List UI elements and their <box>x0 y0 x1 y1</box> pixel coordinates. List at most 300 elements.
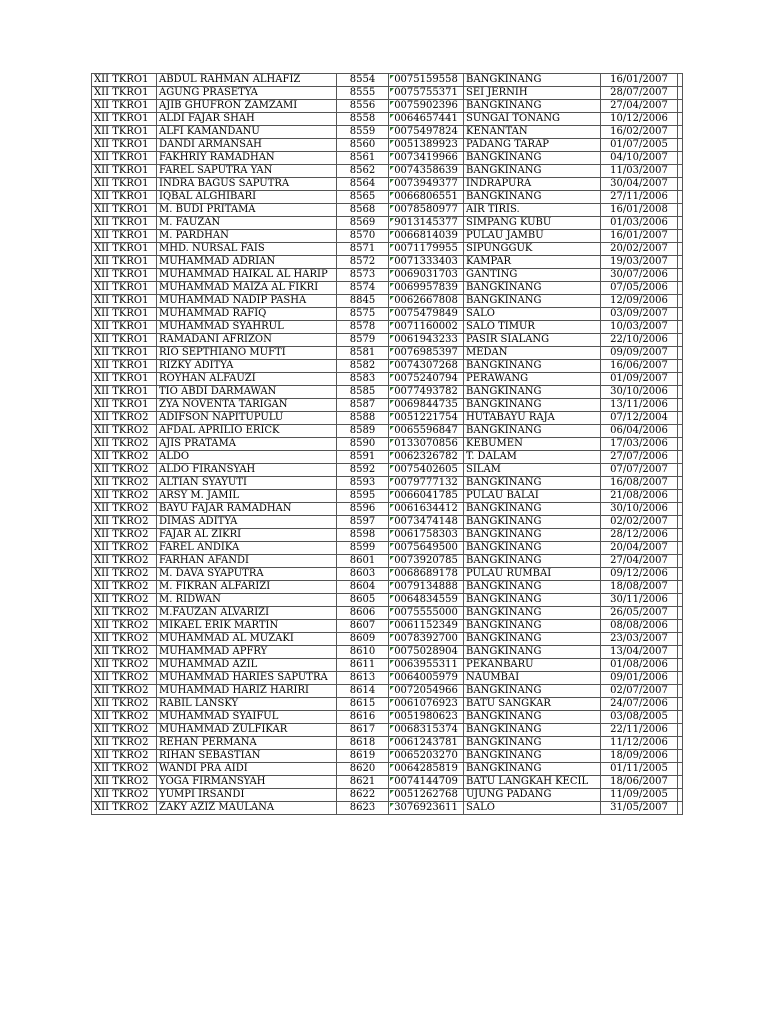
birthdate-cell: 13/04/2007 <box>601 646 678 659</box>
class-cell: XII TKRO1 <box>92 386 157 399</box>
student-number-cell: 8555 <box>337 87 389 100</box>
nisn-cell: 0068689178 <box>389 568 464 581</box>
table-row <box>92 321 683 334</box>
class-cell: XII TKRO2 <box>92 542 157 555</box>
nisn-cell: 0074307268 <box>389 360 464 373</box>
class-cell: XII TKRO1 <box>92 347 157 360</box>
birthdate-cell: 03/09/2007 <box>601 308 678 321</box>
nisn-cell: 0051980623 <box>389 711 464 724</box>
table-row <box>92 204 683 217</box>
student-name-cell: ALDO <box>157 451 337 464</box>
birthplace-cell: BANGKINANG <box>464 529 601 542</box>
class-cell: XII TKRO1 <box>92 74 157 87</box>
class-cell: XII TKRO1 <box>92 321 157 334</box>
nisn-cell: 0075902396 <box>389 100 464 113</box>
student-name-cell: MUHAMMAD NADIP PASHA <box>157 295 337 308</box>
student-name-cell: ARSY M. JAMIL <box>157 490 337 503</box>
class-cell: XII TKRO1 <box>92 230 157 243</box>
student-number-cell: 8595 <box>337 490 389 503</box>
table-row <box>92 269 683 282</box>
table-row <box>92 282 683 295</box>
class-cell: XII TKRO2 <box>92 464 157 477</box>
class-cell: XII TKRO2 <box>92 412 157 425</box>
birthdate-cell: 28/07/2007 <box>601 87 678 100</box>
birthdate-cell: 27/04/2007 <box>601 100 678 113</box>
birthplace-cell: BANGKINANG <box>464 646 601 659</box>
student-name-cell: MUHAMMAD SYAIFUL <box>157 711 337 724</box>
table-row <box>92 594 683 607</box>
empty-cell <box>678 503 683 516</box>
class-cell: XII TKRO1 <box>92 295 157 308</box>
birthplace-cell: SEI JERNIH <box>464 87 601 100</box>
student-number-cell: 8609 <box>337 633 389 646</box>
nisn-cell: 0061152349 <box>389 620 464 633</box>
student-number-cell: 8578 <box>337 321 389 334</box>
student-number-cell: 8845 <box>337 295 389 308</box>
birthplace-cell: BATU SANGKAR <box>464 698 601 711</box>
student-number-cell: 8604 <box>337 581 389 594</box>
class-cell: XII TKRO1 <box>92 126 157 139</box>
nisn-cell: 0073474148 <box>389 516 464 529</box>
birthdate-cell: 17/03/2006 <box>601 438 678 451</box>
student-number-cell: 8615 <box>337 698 389 711</box>
class-cell: XII TKRO2 <box>92 711 157 724</box>
birthdate-cell: 16/08/2007 <box>601 477 678 490</box>
birthdate-cell: 28/12/2006 <box>601 529 678 542</box>
student-number-cell: 8562 <box>337 165 389 178</box>
student-name-cell: ALDO FIRANSYAH <box>157 464 337 477</box>
student-name-cell: FAREL SAPUTRA YAN <box>157 165 337 178</box>
student-number-cell: 8622 <box>337 789 389 802</box>
student-name-cell: MUHAMMAD HAIKAL AL HARIP <box>157 269 337 282</box>
class-cell: XII TKRO1 <box>92 269 157 282</box>
birthplace-cell: KAMPAR <box>464 256 601 269</box>
class-cell: XII TKRO2 <box>92 555 157 568</box>
nisn-cell: 0074144709 <box>389 776 464 789</box>
class-cell: XII TKRO1 <box>92 165 157 178</box>
student-name-cell: MHD. NURSAL FAIS <box>157 243 337 256</box>
table-row <box>92 399 683 412</box>
empty-cell <box>678 737 683 750</box>
empty-cell <box>678 672 683 685</box>
nisn-cell: 0071160002 <box>389 321 464 334</box>
nisn-cell: 0069957839 <box>389 282 464 295</box>
class-cell: XII TKRO2 <box>92 490 157 503</box>
empty-cell <box>678 802 683 815</box>
student-number-cell: 8598 <box>337 529 389 542</box>
table-row <box>92 581 683 594</box>
nisn-cell: 0065596847 <box>389 425 464 438</box>
empty-cell <box>678 321 683 334</box>
nisn-cell: 0064005979 <box>389 672 464 685</box>
birthdate-cell: 16/01/2007 <box>601 230 678 243</box>
birthdate-cell: 07/12/2004 <box>601 412 678 425</box>
student-number-cell: 8591 <box>337 451 389 464</box>
birthdate-cell: 30/11/2006 <box>601 594 678 607</box>
birthplace-cell: KENANTAN <box>464 126 601 139</box>
student-name-cell: YUMPI IRSANDI <box>157 789 337 802</box>
class-cell: XII TKRO1 <box>92 256 157 269</box>
table-row <box>92 646 683 659</box>
birthplace-cell: BANGKINANG <box>464 724 601 737</box>
class-cell: XII TKRO2 <box>92 802 157 815</box>
empty-cell <box>678 347 683 360</box>
birthdate-cell: 09/12/2006 <box>601 568 678 581</box>
student-number-cell: 8610 <box>337 646 389 659</box>
empty-cell <box>678 113 683 126</box>
empty-cell <box>678 178 683 191</box>
student-number-cell: 8575 <box>337 308 389 321</box>
birthplace-cell: BANGKINANG <box>464 152 601 165</box>
birthplace-cell: T. DALAM <box>464 451 601 464</box>
empty-cell <box>678 399 683 412</box>
class-cell: XII TKRO2 <box>92 620 157 633</box>
empty-cell <box>678 750 683 763</box>
nisn-cell: 9013145377 <box>389 217 464 230</box>
student-number-cell: 8596 <box>337 503 389 516</box>
student-number-cell: 8603 <box>337 568 389 581</box>
class-cell: XII TKRO1 <box>92 243 157 256</box>
empty-cell <box>678 594 683 607</box>
birthdate-cell: 07/05/2006 <box>601 282 678 295</box>
class-cell: XII TKRO1 <box>92 100 157 113</box>
empty-cell <box>678 425 683 438</box>
birthplace-cell: INDRAPURA <box>464 178 601 191</box>
birthplace-cell: BANGKINANG <box>464 399 601 412</box>
student-number-cell: 8593 <box>337 477 389 490</box>
student-name-cell: M. BUDI PRITAMA <box>157 204 337 217</box>
class-cell: XII TKRO2 <box>92 594 157 607</box>
nisn-cell: 0068315374 <box>389 724 464 737</box>
student-number-cell: 8585 <box>337 386 389 399</box>
birthplace-cell: BANGKINANG <box>464 594 601 607</box>
birthplace-cell: BANGKINANG <box>464 191 601 204</box>
student-name-cell: M. FIKRAN ALFARIZI <box>157 581 337 594</box>
table-row <box>92 503 683 516</box>
nisn-cell: 0066041785 <box>389 490 464 503</box>
birthdate-cell: 18/06/2007 <box>601 776 678 789</box>
student-number-cell: 8565 <box>337 191 389 204</box>
birthdate-cell: 07/07/2007 <box>601 464 678 477</box>
table-row <box>92 464 683 477</box>
birthplace-cell: BANGKINANG <box>464 581 601 594</box>
birthplace-cell: BANGKINANG <box>464 607 601 620</box>
student-number-cell: 8618 <box>337 737 389 750</box>
student-name-cell: DIMAS ADITYA <box>157 516 337 529</box>
birthplace-cell: BANGKINANG <box>464 477 601 490</box>
class-cell: XII TKRO2 <box>92 763 157 776</box>
birthdate-cell: 10/12/2006 <box>601 113 678 126</box>
class-cell: XII TKRO2 <box>92 724 157 737</box>
birthdate-cell: 04/10/2007 <box>601 152 678 165</box>
nisn-cell: 0061634412 <box>389 503 464 516</box>
birthplace-cell: PADANG TARAP <box>464 139 601 152</box>
nisn-cell: 0078580977 <box>389 204 464 217</box>
birthplace-cell: SILAM <box>464 464 601 477</box>
nisn-cell: 0065203270 <box>389 750 464 763</box>
birthdate-cell: 30/10/2006 <box>601 386 678 399</box>
birthplace-cell: KEBUMEN <box>464 438 601 451</box>
empty-cell <box>678 269 683 282</box>
student-number-cell: 8601 <box>337 555 389 568</box>
student-name-cell: M.FAUZAN ALVARIZI <box>157 607 337 620</box>
class-cell: XII TKRO1 <box>92 282 157 295</box>
class-cell: XII TKRO2 <box>92 477 157 490</box>
empty-cell <box>678 464 683 477</box>
student-number-cell: 8616 <box>337 711 389 724</box>
student-table <box>91 73 683 815</box>
table-row <box>92 139 683 152</box>
nisn-cell: 0061243781 <box>389 737 464 750</box>
table-row <box>92 295 683 308</box>
table-row <box>92 763 683 776</box>
empty-cell <box>678 256 683 269</box>
student-table-body <box>92 74 683 815</box>
class-cell: XII TKRO2 <box>92 672 157 685</box>
empty-cell <box>678 646 683 659</box>
nisn-cell: 0075497824 <box>389 126 464 139</box>
student-name-cell: MUHAMMAD ADRIAN <box>157 256 337 269</box>
birthdate-cell: 01/03/2006 <box>601 217 678 230</box>
birthdate-cell: 23/03/2007 <box>601 633 678 646</box>
birthdate-cell: 16/06/2007 <box>601 360 678 373</box>
table-row <box>92 529 683 542</box>
table-row <box>92 152 683 165</box>
birthdate-cell: 11/12/2006 <box>601 737 678 750</box>
empty-cell <box>678 620 683 633</box>
student-name-cell: M. RIDWAN <box>157 594 337 607</box>
birthplace-cell: BANGKINANG <box>464 555 601 568</box>
table-row <box>92 74 683 87</box>
birthplace-cell: BATU LANGKAH KECIL <box>464 776 601 789</box>
birthplace-cell: BANGKINANG <box>464 542 601 555</box>
table-row <box>92 802 683 815</box>
birthplace-cell: UJUNG PADANG <box>464 789 601 802</box>
nisn-cell: 0071333403 <box>389 256 464 269</box>
student-number-cell: 8556 <box>337 100 389 113</box>
student-number-cell: 8569 <box>337 217 389 230</box>
birthdate-cell: 01/08/2006 <box>601 659 678 672</box>
student-number-cell: 8613 <box>337 672 389 685</box>
class-cell: XII TKRO1 <box>92 217 157 230</box>
student-number-cell: 8620 <box>337 763 389 776</box>
birthdate-cell: 09/01/2006 <box>601 672 678 685</box>
student-number-cell: 8559 <box>337 126 389 139</box>
nisn-cell: 0061758303 <box>389 529 464 542</box>
student-number-cell: 8592 <box>337 464 389 477</box>
class-cell: XII TKRO2 <box>92 425 157 438</box>
table-row <box>92 750 683 763</box>
empty-cell <box>678 230 683 243</box>
birthdate-cell: 12/09/2006 <box>601 295 678 308</box>
table-row <box>92 672 683 685</box>
empty-cell <box>678 126 683 139</box>
class-cell: XII TKRO2 <box>92 789 157 802</box>
table-row <box>92 477 683 490</box>
birthplace-cell: BANGKINANG <box>464 100 601 113</box>
student-name-cell: RIO SEPTHIANO MUFTI <box>157 347 337 360</box>
empty-cell <box>678 360 683 373</box>
nisn-cell: 0069844735 <box>389 399 464 412</box>
birthplace-cell: SIPUNGGUK <box>464 243 601 256</box>
class-cell: XII TKRO2 <box>92 581 157 594</box>
birthdate-cell: 30/07/2006 <box>601 269 678 282</box>
table-row <box>92 659 683 672</box>
birthdate-cell: 22/10/2006 <box>601 334 678 347</box>
nisn-cell: 0075755371 <box>389 87 464 100</box>
empty-cell <box>678 139 683 152</box>
student-name-cell: RAMADANI AFRIZON <box>157 334 337 347</box>
student-number-cell: 8621 <box>337 776 389 789</box>
student-number-cell: 8554 <box>337 74 389 87</box>
class-cell: XII TKRO1 <box>92 373 157 386</box>
empty-cell <box>678 555 683 568</box>
birthplace-cell: BANGKINANG <box>464 425 601 438</box>
birthplace-cell: SUNGAI TONANG <box>464 113 601 126</box>
student-name-cell: WANDI PRA AIDI <box>157 763 337 776</box>
table-row <box>92 776 683 789</box>
empty-cell <box>678 607 683 620</box>
birthdate-cell: 16/02/2007 <box>601 126 678 139</box>
empty-cell <box>678 191 683 204</box>
student-name-cell: ROYHAN ALFAUZI <box>157 373 337 386</box>
birthdate-cell: 16/01/2008 <box>601 204 678 217</box>
nisn-cell: 0074358639 <box>389 165 464 178</box>
birthdate-cell: 30/04/2007 <box>601 178 678 191</box>
empty-cell <box>678 568 683 581</box>
nisn-cell: 0073949377 <box>389 178 464 191</box>
student-name-cell: MUHAMMAD SYAHRUL <box>157 321 337 334</box>
birthplace-cell: BANGKINANG <box>464 620 601 633</box>
empty-cell <box>678 373 683 386</box>
empty-cell <box>678 204 683 217</box>
student-name-cell: MIKAEL ERIK MARTIN <box>157 620 337 633</box>
student-name-cell: DANDI ARMANSAH <box>157 139 337 152</box>
student-number-cell: 8571 <box>337 243 389 256</box>
class-cell: XII TKRO1 <box>92 139 157 152</box>
empty-cell <box>678 763 683 776</box>
empty-cell <box>678 438 683 451</box>
student-number-cell: 8568 <box>337 204 389 217</box>
student-name-cell: INDRA BAGUS SAPUTRA <box>157 178 337 191</box>
table-row <box>92 516 683 529</box>
class-cell: XII TKRO2 <box>92 659 157 672</box>
nisn-cell: 0075479849 <box>389 308 464 321</box>
table-row <box>92 347 683 360</box>
table-row <box>92 373 683 386</box>
nisn-cell: 0073920785 <box>389 555 464 568</box>
empty-cell <box>678 334 683 347</box>
student-number-cell: 8570 <box>337 230 389 243</box>
nisn-cell: 0073419966 <box>389 152 464 165</box>
student-name-cell: ADIFSON NAPITUPULU <box>157 412 337 425</box>
birthplace-cell: PASIR SIALANG <box>464 334 601 347</box>
student-number-cell: 8558 <box>337 113 389 126</box>
empty-cell <box>678 490 683 503</box>
table-row <box>92 490 683 503</box>
table-row <box>92 568 683 581</box>
nisn-cell: 0079134888 <box>389 581 464 594</box>
birthdate-cell: 30/10/2006 <box>601 503 678 516</box>
student-name-cell: ALTIAN SYAYUTI <box>157 477 337 490</box>
student-number-cell: 8587 <box>337 399 389 412</box>
birthdate-cell: 20/04/2007 <box>601 542 678 555</box>
student-name-cell: ZAKY AZIZ MAULANA <box>157 802 337 815</box>
table-row <box>92 386 683 399</box>
nisn-cell: 3076923611 <box>389 802 464 815</box>
birthplace-cell: PULAU JAMBU <box>464 230 601 243</box>
student-number-cell: 8617 <box>337 724 389 737</box>
table-row <box>92 100 683 113</box>
empty-cell <box>678 295 683 308</box>
nisn-cell: 0051221754 <box>389 412 464 425</box>
class-cell: XII TKRO2 <box>92 568 157 581</box>
table-row <box>92 360 683 373</box>
student-name-cell: MUHAMMAD HARIES SAPUTRA <box>157 672 337 685</box>
nisn-cell: 0071179955 <box>389 243 464 256</box>
table-row <box>92 620 683 633</box>
empty-cell <box>678 74 683 87</box>
birthdate-cell: 27/04/2007 <box>601 555 678 568</box>
student-name-cell: MUHAMMAD ZULFIKAR <box>157 724 337 737</box>
class-cell: XII TKRO1 <box>92 178 157 191</box>
student-name-cell: MUHAMMAD APFRY <box>157 646 337 659</box>
empty-cell <box>678 776 683 789</box>
class-cell: XII TKRO1 <box>92 152 157 165</box>
class-cell: XII TKRO1 <box>92 204 157 217</box>
class-cell: XII TKRO2 <box>92 750 157 763</box>
birthplace-cell: BANGKINANG <box>464 503 601 516</box>
student-name-cell: RABIL LANSKY <box>157 698 337 711</box>
nisn-cell: 0077493782 <box>389 386 464 399</box>
birthdate-cell: 27/07/2006 <box>601 451 678 464</box>
student-name-cell: M. PARDHAN <box>157 230 337 243</box>
nisn-cell: 0064834559 <box>389 594 464 607</box>
table-row <box>92 698 683 711</box>
student-number-cell: 8572 <box>337 256 389 269</box>
empty-cell <box>678 87 683 100</box>
student-number-cell: 8579 <box>337 334 389 347</box>
nisn-cell: 0061076923 <box>389 698 464 711</box>
nisn-cell: 0062667808 <box>389 295 464 308</box>
empty-cell <box>678 724 683 737</box>
student-name-cell: YOGA FIRMANSYAH <box>157 776 337 789</box>
table-row <box>92 737 683 750</box>
student-name-cell: RIHAN SEBASTIAN <box>157 750 337 763</box>
class-cell: XII TKRO2 <box>92 516 157 529</box>
birthdate-cell: 02/02/2007 <box>601 516 678 529</box>
birthdate-cell: 11/09/2005 <box>601 789 678 802</box>
birthdate-cell: 31/05/2007 <box>601 802 678 815</box>
birthdate-cell: 26/05/2007 <box>601 607 678 620</box>
table-row <box>92 711 683 724</box>
birthplace-cell: PULAU BALAI <box>464 490 601 503</box>
birthplace-cell: BANGKINANG <box>464 516 601 529</box>
table-row <box>92 243 683 256</box>
student-number-cell: 8623 <box>337 802 389 815</box>
student-number-cell: 8619 <box>337 750 389 763</box>
class-cell: XII TKRO2 <box>92 633 157 646</box>
birthdate-cell: 20/02/2007 <box>601 243 678 256</box>
birthdate-cell: 09/09/2007 <box>601 347 678 360</box>
table-row <box>92 542 683 555</box>
student-name-cell: MUHAMMAD RAFIQ <box>157 308 337 321</box>
nisn-cell: 0075649500 <box>389 542 464 555</box>
class-cell: XII TKRO1 <box>92 334 157 347</box>
student-name-cell: AGUNG PRASETYA <box>157 87 337 100</box>
empty-cell <box>678 581 683 594</box>
nisn-cell: 0051389923 <box>389 139 464 152</box>
